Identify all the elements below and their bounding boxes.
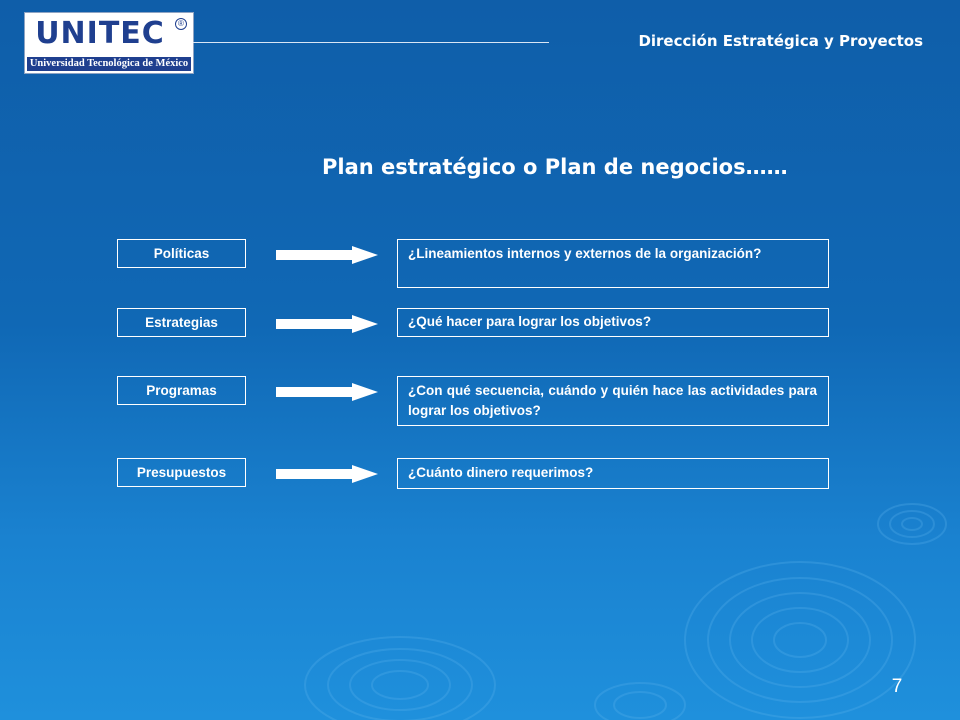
description-box-politicas — [397, 239, 829, 288]
unitec-logo — [24, 12, 194, 74]
right-arrow-icon — [276, 315, 378, 333]
right-arrow-icon — [276, 465, 378, 483]
header-divider — [193, 42, 549, 43]
description-box-programas — [397, 376, 829, 426]
right-arrow-icon — [276, 246, 378, 264]
description-box-presupuestos — [397, 458, 829, 489]
term-box-programas — [117, 376, 246, 405]
registered-mark-icon: ® — [175, 18, 187, 30]
logo-wordmark: UNITEC — [35, 16, 165, 51]
description-text: ¿Cuánto dinero requerimos? — [408, 465, 594, 480]
logo-subtitle: Universidad Tecnológica de México — [27, 57, 191, 71]
right-arrow-icon — [276, 383, 378, 401]
description-box-estrategias — [397, 308, 829, 337]
term-label: Estrategias — [145, 315, 218, 330]
term-label: Presupuestos — [136, 465, 227, 480]
slide-title: Plan estratégico o Plan de negocios…… — [322, 155, 788, 179]
header-title: Dirección Estratégica y Proyectos — [638, 32, 923, 50]
term-label: Políticas — [153, 246, 210, 261]
description-text: ¿Lineamientos internos y externos de la organización? — [408, 246, 762, 261]
term-box-presupuestos — [117, 458, 246, 487]
page-number: 7 — [891, 676, 903, 697]
term-box-politicas — [117, 239, 246, 268]
term-label: Programas — [146, 383, 217, 398]
description-text: ¿Qué hacer para lograr los objetivos? — [408, 314, 652, 329]
description-text: ¿Con qué secuencia, cuándo y quién hace las actividades para lograr los objetivos? — [408, 383, 817, 418]
term-box-estrategias — [117, 308, 246, 337]
